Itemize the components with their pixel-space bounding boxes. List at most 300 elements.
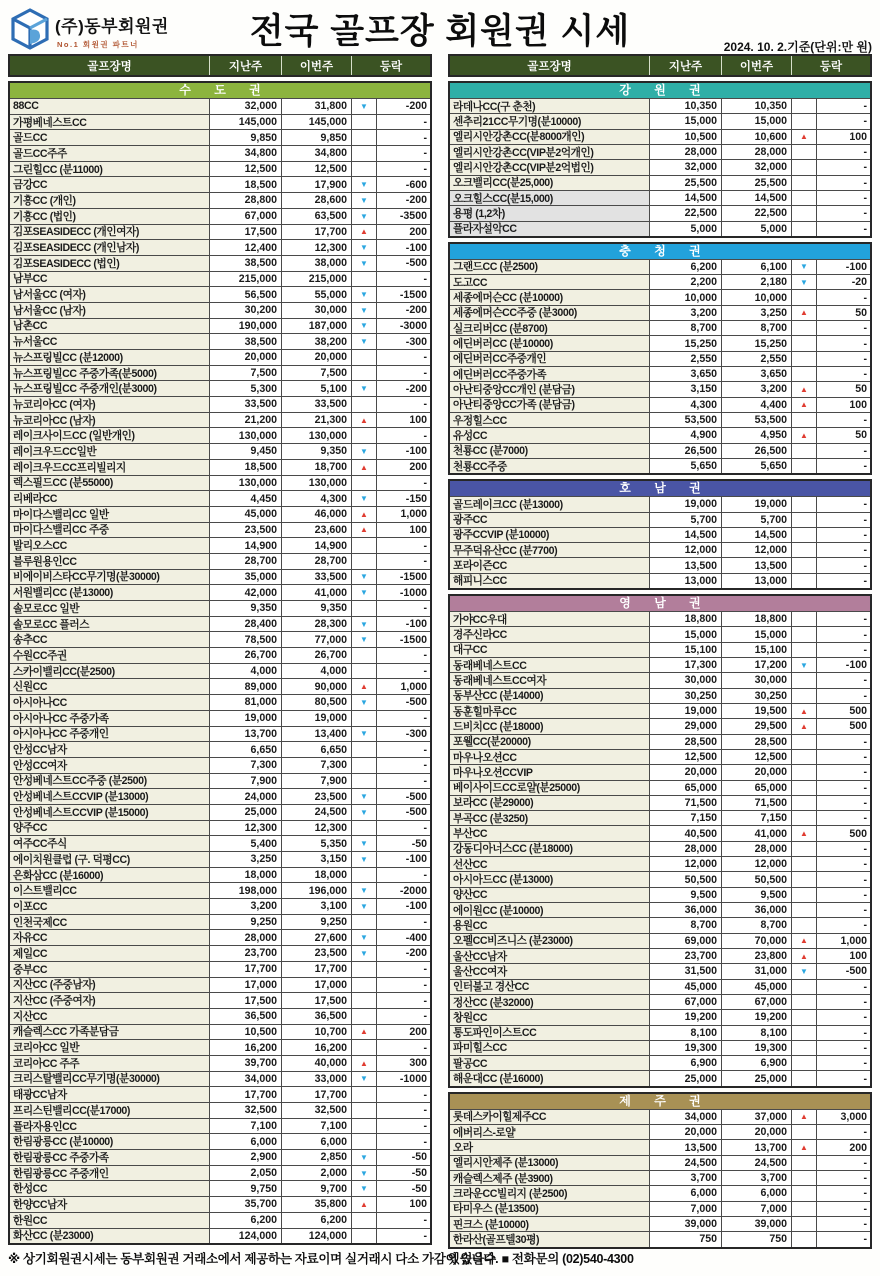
table-row: [450, 688, 870, 703]
this-week-price: 196,000: [282, 883, 352, 898]
course-name: 에딘버러CC (분10000): [450, 336, 650, 350]
table-row: [450, 1201, 870, 1216]
course-name: 남서울CC (여자): [10, 287, 210, 302]
change-value: -50: [377, 1150, 430, 1165]
last-week-price: 56,500: [210, 287, 282, 302]
table-row: [450, 1055, 870, 1070]
last-week-price: 14,500: [650, 191, 722, 205]
course-name: 오펠CC비즈니스 (분23000): [450, 934, 650, 948]
change-value: -: [817, 352, 870, 366]
this-week-price: 17,700: [282, 1087, 352, 1102]
this-week-price: 2,550: [722, 352, 792, 366]
trend-empty: [352, 821, 377, 836]
trend-empty: [792, 528, 817, 542]
last-week-price: 35,000: [210, 570, 282, 585]
change-value: -200: [377, 946, 430, 961]
course-name: 세종에머슨CC주중 (분3000): [450, 306, 650, 320]
this-week-price: 16,200: [282, 1040, 352, 1055]
table-row: [10, 1024, 430, 1040]
course-name: 해피니스CC: [450, 574, 650, 588]
this-week-price: 10,000: [722, 290, 792, 304]
logo-company-name: (주)동부회원권: [55, 17, 169, 36]
this-week-price: 14,500: [722, 528, 792, 542]
last-week-price: 5,300: [210, 381, 282, 396]
last-week-price: 13,500: [650, 558, 722, 572]
table-row: [450, 175, 870, 190]
this-week-price: 7,150: [722, 811, 792, 825]
change-value: -: [377, 915, 430, 930]
table-row: [450, 221, 870, 236]
trend-empty: [792, 750, 817, 764]
course-name: 안성베네스트CC주중 (분2500): [10, 774, 210, 789]
change-value: -3500: [377, 209, 430, 224]
change-value: -2000: [377, 883, 430, 898]
this-week-price: 23,500: [282, 789, 352, 804]
change-value: -500: [377, 805, 430, 820]
change-value: -: [817, 643, 870, 657]
course-name: 동부산CC (분14000): [450, 689, 650, 703]
trend-empty: [792, 513, 817, 527]
this-week-price: 28,700: [282, 554, 352, 569]
change-value: -: [377, 366, 430, 381]
right-table-column: [448, 54, 872, 1253]
this-week-price: 36,000: [722, 903, 792, 917]
trend-empty: [352, 476, 377, 491]
last-week-price: 69,000: [650, 934, 722, 948]
footnote-right: 있습니다. ■ 전화문의 (02)540-4300: [448, 1252, 634, 1266]
course-name-header: 골프장명: [10, 56, 210, 75]
course-name: 한림광릉CC 주중가족: [10, 1150, 210, 1165]
change-value: -100: [377, 240, 430, 255]
course-name: 코리아CC 일반: [10, 1040, 210, 1055]
last-week-price: 45,000: [650, 980, 722, 994]
trend-down-icon: ▼: [352, 287, 377, 302]
trend-empty: [792, 1171, 817, 1185]
last-week-price: 2,900: [210, 1150, 282, 1165]
last-week-price: 24,500: [650, 1156, 722, 1170]
last-week-price: 36,000: [650, 903, 722, 917]
table-row: [10, 647, 430, 663]
trend-empty: [792, 811, 817, 825]
change-value: -: [817, 1125, 870, 1139]
last-week-price: 35,700: [210, 1197, 282, 1212]
trend-up-icon: ▲: [792, 719, 817, 733]
trend-empty: [352, 711, 377, 726]
table-row: [10, 1133, 430, 1149]
change-value: -: [377, 162, 430, 177]
this-week-price: 30,000: [722, 673, 792, 687]
table-row: [450, 963, 870, 978]
table-row: [10, 882, 430, 898]
this-week-price: 36,500: [282, 1009, 352, 1024]
this-week-price: 30,000: [282, 303, 352, 318]
trend-empty: [792, 1010, 817, 1024]
course-name: 동래베네스트CC여자: [450, 673, 650, 687]
this-week-price: 18,800: [722, 612, 792, 626]
change-value: -1000: [377, 585, 430, 600]
course-name: 자유CC: [10, 930, 210, 945]
trend-empty: [352, 742, 377, 757]
table-row: [450, 496, 870, 511]
course-name: 마우나오션CCVIP: [450, 765, 650, 779]
last-week-price: 38,500: [210, 334, 282, 349]
course-name: 크라운CC빌리지 (분2500): [450, 1186, 650, 1200]
trend-empty: [792, 872, 817, 886]
course-name: 코리아CC 주주: [10, 1056, 210, 1071]
this-week-price: 19,500: [722, 704, 792, 718]
course-name: 천룡CC (분7000): [450, 444, 650, 458]
table-row: [450, 397, 870, 412]
last-week-price: 28,400: [210, 617, 282, 632]
change-header: 등락: [819, 60, 843, 73]
table-row: [10, 114, 430, 130]
last-week-price: 28,000: [650, 842, 722, 856]
region-section: [448, 594, 872, 1088]
this-week-price: 63,500: [282, 209, 352, 224]
course-name: 포라이즌CC: [450, 558, 650, 572]
table-row: [450, 335, 870, 350]
table-row: [450, 657, 870, 672]
last-week-price: 9,750: [210, 1181, 282, 1196]
course-name: 마이다스밸리CC 주중: [10, 523, 210, 538]
this-week-price: 6,650: [282, 742, 352, 757]
last-week-price: 78,500: [210, 632, 282, 647]
last-week-price: 3,200: [650, 306, 722, 320]
table-row: [10, 1039, 430, 1055]
this-week-price: 34,800: [282, 146, 352, 161]
trend-down-icon: ▼: [352, 727, 377, 742]
trend-empty: [792, 888, 817, 902]
this-week-price: 26,700: [282, 648, 352, 663]
this-week-price: 33,500: [282, 397, 352, 412]
change-value: -: [817, 206, 870, 220]
region-band: 호 남 권: [450, 481, 870, 496]
this-week-price: 31,000: [722, 964, 792, 978]
change-value: 100: [377, 523, 430, 538]
trend-empty: [792, 1202, 817, 1216]
region-section: [8, 81, 432, 1245]
this-week-price: 20,000: [722, 1125, 792, 1139]
last-week-price: 6,650: [210, 742, 282, 757]
last-week-price: 19,300: [650, 1041, 722, 1055]
this-week-price: 6,100: [722, 260, 792, 274]
trend-up-icon: ▲: [792, 949, 817, 963]
course-name: 도고CC: [450, 275, 650, 289]
this-week-price: 7,900: [282, 774, 352, 789]
change-value: -100: [817, 260, 870, 274]
change-value: -: [817, 160, 870, 174]
this-week-price: 31,800: [282, 99, 352, 114]
last-week-price: 6,000: [210, 1134, 282, 1149]
table-row: [450, 1170, 870, 1185]
this-week-price: 130,000: [282, 428, 352, 443]
last-week-price: 3,650: [650, 367, 722, 381]
table-row: [10, 694, 430, 710]
change-value: -: [817, 980, 870, 994]
trend-empty: [352, 397, 377, 412]
trend-empty: [792, 543, 817, 557]
course-name: 아시아나CC 주중개인: [10, 727, 210, 742]
this-week-price: 12,000: [722, 857, 792, 871]
region-band: 충 청 권: [450, 244, 870, 259]
last-week-price: 34,000: [210, 1072, 282, 1087]
this-week-price: 9,350: [282, 601, 352, 616]
this-week-price: 3,250: [722, 306, 792, 320]
change-value: -: [377, 978, 430, 993]
last-week-price: 89,000: [210, 679, 282, 694]
this-week-price: 12,300: [282, 240, 352, 255]
trend-empty: [792, 1186, 817, 1200]
table-row: [450, 749, 870, 764]
last-week-price: 25,000: [210, 805, 282, 820]
change-value: -: [817, 796, 870, 810]
this-week-price: 14,900: [282, 538, 352, 553]
this-week-price: 5,000: [722, 222, 792, 236]
this-week-price: 5,350: [282, 836, 352, 851]
change-value: -: [817, 191, 870, 205]
trend-empty: [792, 735, 817, 749]
course-name: 레이크우드CC일반: [10, 444, 210, 459]
trend-empty: [792, 1071, 817, 1085]
last-week-price: 9,500: [650, 888, 722, 902]
course-name: 비에이비스타CC무기명(분30000): [10, 570, 210, 585]
this-week-price: 145,000: [282, 115, 352, 130]
last-week-price: 18,000: [210, 868, 282, 883]
table-row: [10, 1196, 430, 1212]
this-week-price: 65,000: [722, 781, 792, 795]
last-week-price: 5,700: [650, 513, 722, 527]
change-value: -: [377, 742, 430, 757]
trend-down-icon: ▼: [352, 570, 377, 585]
table-row: [10, 522, 430, 538]
change-value: 50: [817, 306, 870, 320]
this-week-price: 7,500: [282, 366, 352, 381]
this-week-price: 17,500: [282, 993, 352, 1008]
course-name: 솔모로CC 플러스: [10, 617, 210, 632]
table-row: [10, 1086, 430, 1102]
change-value: -1000: [377, 1072, 430, 1087]
change-value: -: [377, 146, 430, 161]
trend-empty: [352, 1119, 377, 1134]
this-week-price: 17,700: [282, 962, 352, 977]
table-row: [10, 396, 430, 412]
change-value: -: [377, 115, 430, 130]
course-name: 센추리21CC무기명(분10000): [450, 114, 650, 128]
trend-down-icon: ▼: [352, 899, 377, 914]
course-name: 기흥CC (법인): [10, 209, 210, 224]
change-value: -: [817, 918, 870, 932]
trend-empty: [352, 538, 377, 553]
trend-empty: [352, 130, 377, 145]
course-name: 동훈힐마루CC: [450, 704, 650, 718]
change-value: 100: [817, 398, 870, 412]
table-row: [10, 192, 430, 208]
change-value: -: [817, 336, 870, 350]
date-basis-note: 2024. 10. 2.기준(단위:만 원): [723, 40, 872, 54]
change-value: -: [817, 888, 870, 902]
this-week-price: 70,000: [722, 934, 792, 948]
table-row: [10, 506, 430, 522]
this-week-price: 3,100: [282, 899, 352, 914]
change-value: -: [817, 444, 870, 458]
trend-empty: [792, 1026, 817, 1040]
table-columns: [8, 54, 872, 1253]
last-week-price: 6,200: [210, 1213, 282, 1228]
trend-empty: [792, 497, 817, 511]
this-week-price: 40,000: [282, 1056, 352, 1071]
table-row: [10, 239, 430, 255]
table-row: [10, 553, 430, 569]
table-row: [450, 259, 870, 274]
course-name: 송추CC: [10, 632, 210, 647]
table-row: [10, 1102, 430, 1118]
course-name: 레이크사이드CC (일반개인): [10, 428, 210, 443]
this-week-price: 30,250: [722, 689, 792, 703]
trend-down-icon: ▼: [352, 852, 377, 867]
trend-down-icon: ▼: [352, 303, 377, 318]
trend-empty: [352, 554, 377, 569]
this-week-price: 9,850: [282, 130, 352, 145]
last-week-price: 32,000: [210, 99, 282, 114]
last-week-price: 13,000: [650, 574, 722, 588]
trend-empty: [792, 99, 817, 113]
course-name: 여주CC주식: [10, 836, 210, 851]
table-row: [450, 527, 870, 542]
change-value: 3,000: [817, 1110, 870, 1124]
table-row: [450, 98, 870, 113]
table-row: [10, 333, 430, 349]
last-week-price: 130,000: [210, 428, 282, 443]
trend-empty: [352, 1134, 377, 1149]
this-week-price: 71,500: [722, 796, 792, 810]
change-value: -: [817, 750, 870, 764]
last-week-price: 20,000: [210, 350, 282, 365]
change-value: 1,000: [377, 679, 430, 694]
trend-up-icon: ▲: [352, 507, 377, 522]
last-week-price: 5,400: [210, 836, 282, 851]
this-week-price: 10,700: [282, 1025, 352, 1040]
change-value: -: [817, 558, 870, 572]
course-name: 남촌CC: [10, 319, 210, 334]
footnote-left: ※ 상기회원권시세는 동부회원권 거래소에서 제공하는 자료이며 실거래시 다소 가감이 있을수: [8, 1252, 496, 1266]
this-week-price: 8,100: [722, 1026, 792, 1040]
this-week-price: 38,200: [282, 334, 352, 349]
this-week-price: 2,850: [282, 1150, 352, 1165]
last-week-price: 145,000: [210, 115, 282, 130]
change-value: -: [377, 428, 430, 443]
course-name: 태광CC남자: [10, 1087, 210, 1102]
course-name: 김포SEASIDECC (개인남자): [10, 240, 210, 255]
change-value: -: [817, 781, 870, 795]
change-value: -300: [377, 727, 430, 742]
course-name: 지산CC: [10, 1009, 210, 1024]
this-week-price: 124,000: [282, 1229, 352, 1244]
change-value: -: [817, 765, 870, 779]
change-value: -: [817, 543, 870, 557]
region-section: [448, 242, 872, 475]
trend-empty: [792, 1217, 817, 1231]
table-row: [10, 663, 430, 679]
course-name: 솔모로CC 일반: [10, 601, 210, 616]
table-row: [10, 176, 430, 192]
change-value: -: [377, 476, 430, 491]
last-week-price: 5,650: [650, 459, 722, 473]
table-row: [10, 757, 430, 773]
trend-empty: [792, 857, 817, 871]
table-row: [450, 1155, 870, 1170]
table-row: [10, 867, 430, 883]
last-week-price: 12,000: [650, 857, 722, 871]
last-week-price: 7,500: [210, 366, 282, 381]
last-week-price: 8,700: [650, 321, 722, 335]
course-name: 라데나CC(구 춘천): [450, 99, 650, 113]
table-row: [10, 741, 430, 757]
last-week-price: 34,800: [210, 146, 282, 161]
table-row: [10, 459, 430, 475]
course-name: 한림광릉CC 주중개인: [10, 1166, 210, 1181]
last-week-price: 28,000: [210, 930, 282, 945]
course-name: 안성CC남자: [10, 742, 210, 757]
course-name: 뉴코리아CC (여자): [10, 397, 210, 412]
course-name: 드비치CC (분18000): [450, 719, 650, 733]
last-week-price: 23,700: [210, 946, 282, 961]
change-value: -: [817, 995, 870, 1009]
change-value: 200: [377, 1025, 430, 1040]
this-week-price: 27,600: [282, 930, 352, 945]
course-name: 한림광릉CC (분10000): [10, 1134, 210, 1149]
trend-up-icon: ▲: [792, 382, 817, 396]
last-week-price: 22,500: [650, 206, 722, 220]
trend-down-icon: ▼: [352, 1072, 377, 1087]
this-week-price: 38,000: [282, 256, 352, 271]
this-week-price: 28,500: [722, 735, 792, 749]
course-name: 이스트밸리CC: [10, 883, 210, 898]
change-value: -: [817, 903, 870, 917]
table-row: [450, 825, 870, 840]
trend-up-icon: ▲: [792, 826, 817, 840]
course-name: 남부CC: [10, 272, 210, 287]
last-week-price: 26,700: [210, 648, 282, 663]
this-week-price: 21,300: [282, 413, 352, 428]
this-week-header: 이번주: [282, 56, 352, 75]
change-value: -: [377, 1134, 430, 1149]
table-row: [450, 734, 870, 749]
this-week-price: 22,500: [722, 206, 792, 220]
last-week-price: 15,100: [650, 643, 722, 657]
table-row: [10, 977, 430, 993]
course-name: 울산CC남자: [450, 949, 650, 963]
last-week-price: 2,200: [650, 275, 722, 289]
table-row: [10, 616, 430, 632]
change-value: 300: [377, 1056, 430, 1071]
course-name: 서원밸리CC (분13000): [10, 585, 210, 600]
change-value: -: [377, 397, 430, 412]
last-week-price: 15,000: [650, 627, 722, 641]
trend-down-icon: ▼: [352, 883, 377, 898]
course-name: 한양CC남자: [10, 1197, 210, 1212]
trend-empty: [792, 352, 817, 366]
course-name: 부곡CC (분3250): [450, 811, 650, 825]
course-name: 크리스탈밸리CC무기명(분30000): [10, 1072, 210, 1087]
change-value: 100: [817, 949, 870, 963]
course-name: 프리스틴밸리CC(분17000): [10, 1103, 210, 1118]
last-week-price: 38,500: [210, 256, 282, 271]
table-row: [10, 443, 430, 459]
this-week-price: 18,000: [282, 868, 352, 883]
change-value: -: [817, 1026, 870, 1040]
change-value: -: [817, 176, 870, 190]
trend-down-icon: ▼: [352, 1150, 377, 1165]
